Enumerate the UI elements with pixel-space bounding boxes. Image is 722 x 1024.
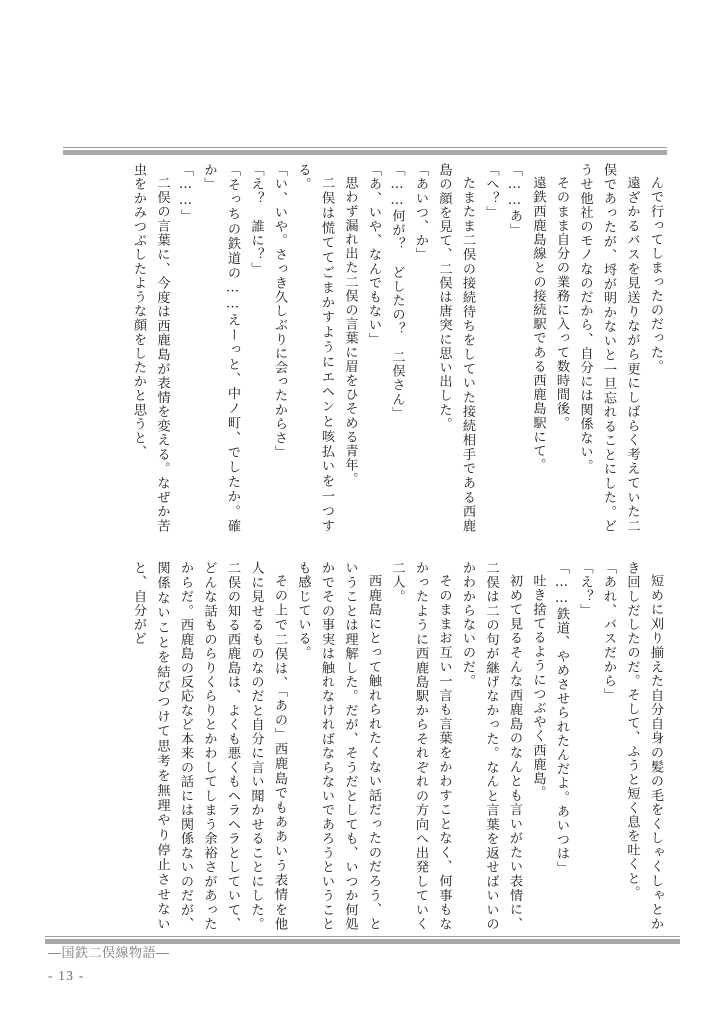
paragraph: 「い、いや。さっき久しぶりに会ったからさ」: [272, 163, 287, 460]
header-divider-rule: [63, 147, 667, 155]
paragraph: 「へ？」: [483, 163, 499, 220]
body-text-block-upper: [55, 163, 667, 533]
paragraph: その上で二俣は、「あの」西鹿島でもああいう表情を他人に見せるものなのだと自分に言い聞かせることにした。二俣の知る西鹿島は、よくも悪くもヘラヘラとしていて、どんな話ものらりくらりとかわしてしまう余裕さがあったからだ。西鹿島の反応など本来の話には関係ないのだが、関係ないことを結びつけて思考を無理やり停止させないと、自分がど: [131, 561, 287, 931]
paragraph: 「え？」: [577, 561, 593, 618]
paragraph: 「……あ」: [507, 163, 522, 238]
paragraph: 「そっちの鉄道の……えーっと、中ノ町、でしたか。確か」: [201, 163, 240, 533]
paragraph: 「……何が？ どしたの？ 二俣さん」: [389, 163, 405, 421]
footer-divider-rule: [45, 936, 680, 944]
header-rule-bar: [63, 150, 667, 155]
paragraph: 「あいつ、か」: [413, 163, 428, 262]
paragraph: 二俣は慌ててごまかすようにエヘンと咳払いを一つする。: [295, 163, 334, 533]
footer-page-number: - 13 -: [48, 967, 85, 983]
paragraph: 「あ、いや、なんでもない」: [366, 163, 381, 347]
page-footer: [48, 944, 170, 984]
body-text-block-lower: [55, 561, 667, 931]
paragraph: んで行ってしまったのだった。: [648, 176, 663, 374]
paragraph: 「あれ、バスだから」: [601, 561, 616, 702]
paragraph: 西鹿島にとって触れられたくない話だったのだろう、ということは理解した。だが、そうだとしても、いつか何処かでその事実は触れなければならないであろうということも感じている。: [295, 561, 381, 931]
paragraph: 遠鉄西鹿島線との接続駅である西鹿島駅にて。: [530, 176, 546, 473]
paragraph: 思わず漏れ出た二俣の言葉に眉をひそめる青年。: [342, 176, 358, 487]
footer-book-title: ―国鉄二俣線物語―: [48, 946, 170, 961]
paragraph: 「……」: [178, 163, 193, 223]
paragraph: たまたま二俣の接続待ちをしていた接続相手である西鹿島の顔を見て、二俣は唐突に思い出した。: [436, 163, 475, 533]
paragraph: 初めて見るそんな西鹿島のなんとも言いがたい表情に、二俣は二の句が継げなかった。なんと言葉を返せばいいのかわからないのだ。: [460, 561, 522, 931]
paragraph: 吐き捨てるようにつぶやく西鹿島。: [530, 574, 546, 800]
paragraph: 遠ざかるバスを見送りながら更にしばらく考えていた二俣であったが、埒が明かないと一旦忘れることにした。どうせ他社のモノなのだから、自分には関係ない。: [577, 163, 640, 533]
paragraph: 二俣の言葉に、今度は西鹿島が表情を変える。なぜか苦虫をかみつぶしたような顔をしたかと思うと、: [131, 163, 170, 533]
paragraph: 「え？ 誰に？」: [248, 163, 264, 276]
paragraph: 「……鉄道、やめさせられたんだよ。あいつは」: [554, 561, 569, 875]
paragraph: そのままお互い一言も言葉をかわすことなく、何事もなかったように西鹿島駅からそれぞれの方向へ出発していく二人。: [389, 561, 452, 931]
paragraph: 短めに刈り揃えた自分自身の髪の毛をくしゃくしゃとかき回しだしたのだ。そして、ふうと短く息を吐くと。: [624, 561, 663, 931]
paragraph: そのまま自分の業務に入って数時間後。: [554, 176, 569, 430]
